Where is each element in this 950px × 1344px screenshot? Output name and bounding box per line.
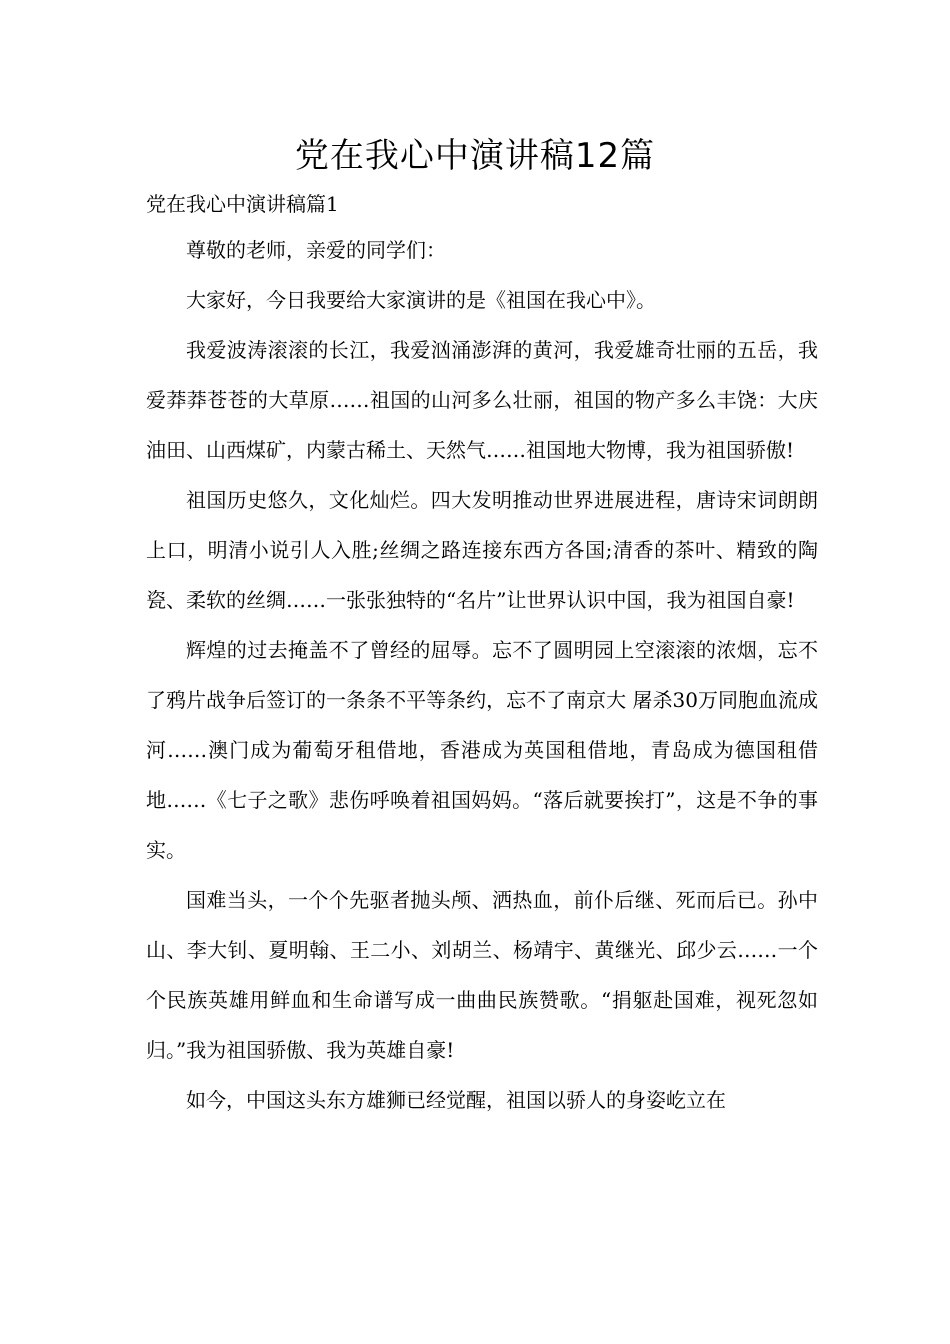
paragraph-humiliation: 辉煌的过去掩盖不了曾经的屈辱。忘不了圆明园上空滚滚的浓烟，忘不了鸦片战争后签订的一条条不平等条约，忘不了南京大 屠杀30万同胞血流成河……澳门成为葡萄牙租借地，香港成为英国租借地，青岛成为德国租借地……《七子之歌》悲伤呼唤着祖国妈妈。“落后就要挨打”，这是不争的事实。 [146,638,818,862]
paragraph-intro: 大家好，今日我要给大家演讲的是《祖国在我心中》。 [186,288,656,312]
document-body [146,225,818,1125]
document-title: 党在我心中演讲稿12篇 [294,136,656,176]
paragraph-heroes: 国难当头，一个个先驱者抛头颅、洒热血，前仆后继、死而后已。孙中山、李大钊、夏明翰、王二小、刘胡兰、杨靖宇、黄继光、邱少云……一个个民族英雄用鲜血和生命谱写成一曲曲民族赞歌。“捐躯赴国难，视死忽如归。”我为祖国骄傲、我为英雄自豪! [146,888,818,1062]
paragraph-greeting: 尊敬的老师，亲爱的同学们： [186,238,446,262]
section-heading: 党在我心中演讲稿篇1 [146,192,339,216]
paragraph-today: 如今，中国这头东方雄狮已经觉醒，祖国以骄人的身姿屹立在 [186,1088,726,1112]
paragraph-history: 祖国历史悠久，文化灿烂。四大发明推动世界进展进程，唐诗宋词朗朗上口，明清小说引人入胜;丝绸之路连接东西方各国;清香的茶叶、精致的陶瓷、柔软的丝绸……一张张独特的“名片”让世界认识中国，我为祖国自豪! [146,488,818,612]
paragraph-landscape: 我爱波涛滚滚的长江，我爱汹涌澎湃的黄河，我爱雄奇壮丽的五岳，我爱莽莽苍苍的大草原……祖国的山河多么壮丽，祖国的物产多么丰饶：大庆油田、山西煤矿，内蒙古稀土、天然气……祖国地大物博，我为祖国骄傲! [146,338,818,462]
